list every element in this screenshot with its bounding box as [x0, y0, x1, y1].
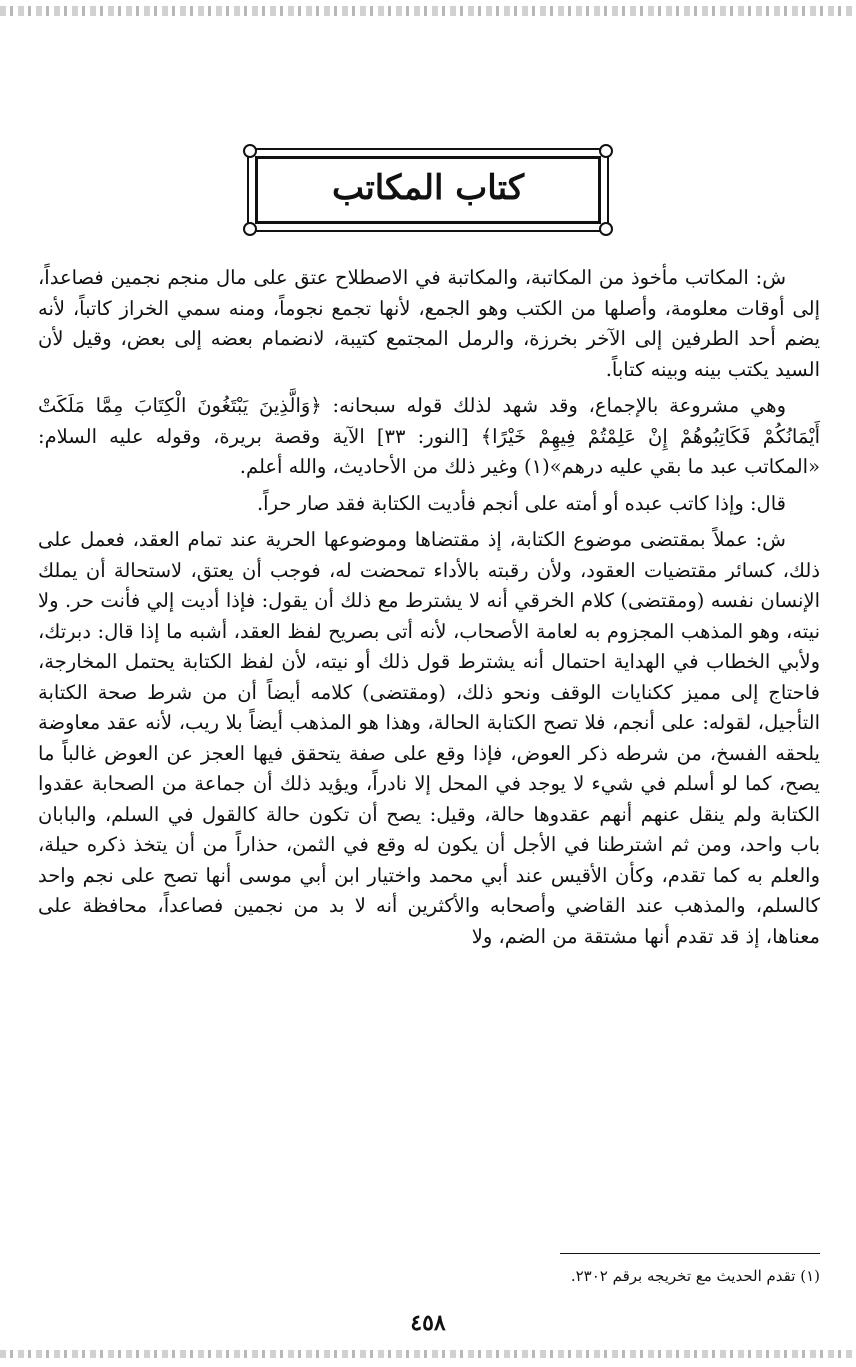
frame-corner-ornament — [243, 144, 257, 158]
paragraph-matn: قال: وإذا كاتب عبده أو أمته على أنجم فأديت الكتابة فقد صار حراً. — [256, 491, 786, 515]
chapter-title-frame — [247, 148, 609, 232]
main-text — [38, 263, 820, 958]
page-number: ٤٥٨ — [410, 1310, 446, 1336]
frame-corner-ornament — [243, 222, 257, 236]
chapter-title: كتاب المكاتب — [331, 168, 525, 208]
paragraph-definition: ش: المكاتب مأخوذ من المكاتبة، والمكاتبة في الاصطلاح عتق على مال منجم نجمين فصاعداً، إلى أوقات معلومة، وأصلها من الكتب وهو الجمع، لأنها تجمع نجوماً، ومنه سمي الخراز كاتباً، لأنه يضم أحد الطرفين إلى الآخر بخرزة، والرمل المجتمع كتيبة، لانضمام بعضه إلى بعض، وقيل لأن السيد يكتب بينه وبينه كتاباً. — [38, 266, 820, 381]
top-decorative-border — [0, 6, 856, 16]
paragraph-commentary: ش: عملاً بمقتضى موضوع الكتابة، إذ مقتضاها وموضوعها الحرية عند تمام العقد، فعمل على ذلك، كسائر مقتضيات العقود، ولأن رقبته بالأداء تمحضت له، فوجب أن يعتق، لاستحالة أن يملك الإنسان نفسه (ومقتضى) كلام الخرقي أنه لا يشترط مع ذلك أن يقول: فإذا أديت إلي فأنت حر. ولا نيته، وهو المذهب المجزوم به لعامة الأصحاب، لأنه أتى بصريح لفظ العقد، أشبه ما إذا قال: دبرتك، ولأبي الخطاب في الهداية احتمال أنه يشترط قول ذلك أو نيته، لأن لفظ الكتابة يحتمل المخارجة، فاحتاج إلى مميز ككنايات الوقف ونحو ذلك، (ومقتضى) كلامه أيضاً أن من شرط صحة الكتابة التأجيل، لقوله: على أنجم، فلا تصح الكتابة الحالة، وهذا هو المذهب أيضاً بلا ريب، لأنه عقد معاوضة يلحقه الفسخ، من شرطه ذكر العوض، فإذا وقع على صفة يتحقق فيها العجز عن العوض غالباً ما يصح، كما لو أسلم في شيء لا يوجد في المحل إلا نادراً، ويؤيد ذلك أن جماعة من الصحابة عقدوا الكتابة ولم ينقل عنهم أنهم عقدوها حالة، وقيل: يصح أن تكون حالة كالقول في السلم، والبابان باب واحد، ومن ثم اشترطنا في الأجل أن يكون له وقع في الثمن، حذاراً من أن يتخذ ذكره حيلة، والعلم به كما تقدم، وكأن الأقيس عند أبي محمد واختيار ابن أبي موسى أنها تصح على نجم واحد كالسلم، والمذهب عند القاضي وأصحابه والأكثرين أنه لا بد من نجمين فصاعداً، محافظة على معناها، إذ قد تقدم أنها مشتقة من الضم، ولا — [38, 528, 820, 948]
frame-corner-ornament — [599, 222, 613, 236]
bottom-decorative-border — [0, 1350, 856, 1358]
footnote-separator — [560, 1253, 820, 1254]
footnote: (١) تقدم الحديث مع تخريجه برقم ٢٣٠٢. — [570, 1267, 820, 1285]
frame-corner-ornament — [599, 144, 613, 158]
paragraph-legitimacy: وهي مشروعة بالإجماع، وقد شهد لذلك قوله سبحانه: ﴿وَالَّذِينَ يَبْتَغُونَ الْكِتَابَ مِمَّا مَلَكَتْ أَيْمَانُكُمْ فَكَاتِبُوهُمْ إِنْ عَلِمْتُمْ فِيهِمْ خَيْرًا﴾ [النور: ٣٣] الآية وقصة بريرة، وقوله عليه السلام: «المكاتب عبد ما بقي عليه درهم»(١) وغير ذلك من الأحاديث، والله أعلم. — [38, 394, 820, 478]
